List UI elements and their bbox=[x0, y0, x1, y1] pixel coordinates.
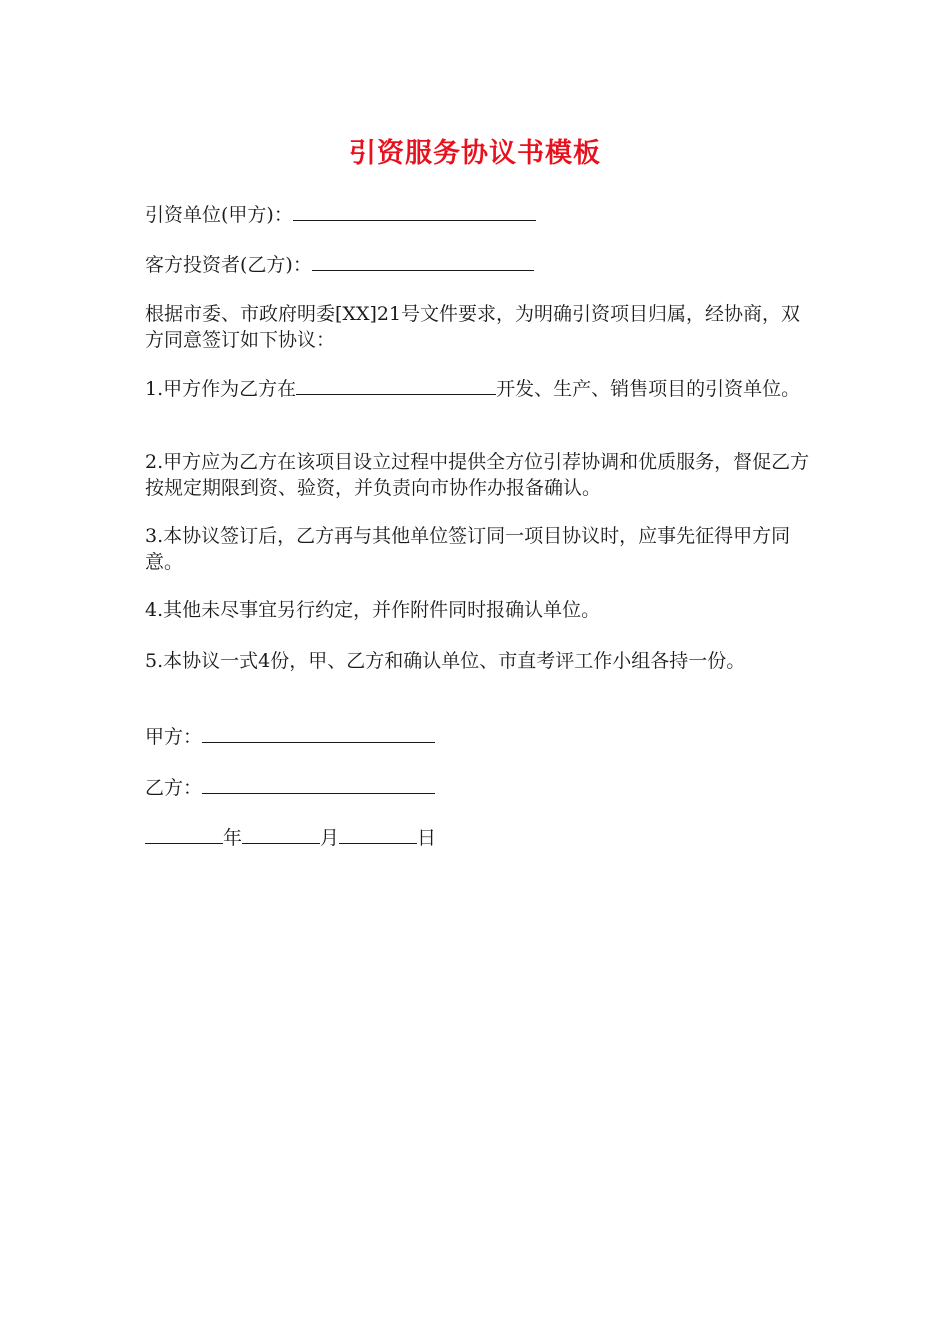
sign-a-blank bbox=[202, 722, 435, 743]
party-a-line bbox=[145, 200, 815, 228]
sign-b-blank bbox=[202, 773, 435, 794]
clause-2: 2.甲方应为乙方在该项目设立过程中提供全方位引荐协调和优质服务，督促乙方按规定期限到资、验资，并负责向市协作办报备确认。 bbox=[145, 451, 810, 499]
clause-1-blank bbox=[296, 374, 496, 395]
clause-4: 4.其他未尽事宜另行约定，并作附件同时报确认单位。 bbox=[145, 599, 601, 621]
day-blank bbox=[339, 823, 417, 844]
clause-1 bbox=[145, 374, 810, 402]
party-b-line bbox=[145, 250, 815, 278]
year-label: 年 bbox=[223, 827, 243, 849]
party-a-blank bbox=[293, 200, 536, 221]
sign-a-label: 甲方： bbox=[145, 726, 203, 748]
clause-1-suffix: 开发、生产、销售项目的引资单位。 bbox=[496, 378, 801, 400]
month-blank bbox=[242, 823, 320, 844]
sign-b-line bbox=[145, 773, 815, 801]
year-blank bbox=[145, 823, 223, 844]
clause-5: 5.本协议一式4份，甲、乙方和确认单位、市直考评工作小组各持一份。 bbox=[145, 650, 746, 672]
clause-1-prefix: 1.甲方作为乙方在 bbox=[145, 378, 297, 400]
day-label: 日 bbox=[417, 827, 437, 849]
document-title: 引资服务协议书模板 bbox=[349, 138, 601, 169]
intro-paragraph: 根据市委、市政府明委[XX]21号文件要求，为明确引资项目归属，经协商，双方同意签订如下协议： bbox=[145, 303, 801, 351]
date-line bbox=[145, 823, 815, 851]
party-a-label: 引资单位(甲方)： bbox=[145, 204, 293, 226]
month-label: 月 bbox=[320, 827, 340, 849]
sign-a-line bbox=[145, 722, 815, 750]
party-b-label: 客方投资者(乙方)： bbox=[145, 254, 312, 276]
party-b-blank bbox=[312, 250, 534, 271]
clause-3: 3.本协议签订后，乙方再与其他单位签订同一项目协议时，应事先征得甲方同意。 bbox=[145, 525, 791, 573]
sign-b-label: 乙方： bbox=[145, 777, 203, 799]
